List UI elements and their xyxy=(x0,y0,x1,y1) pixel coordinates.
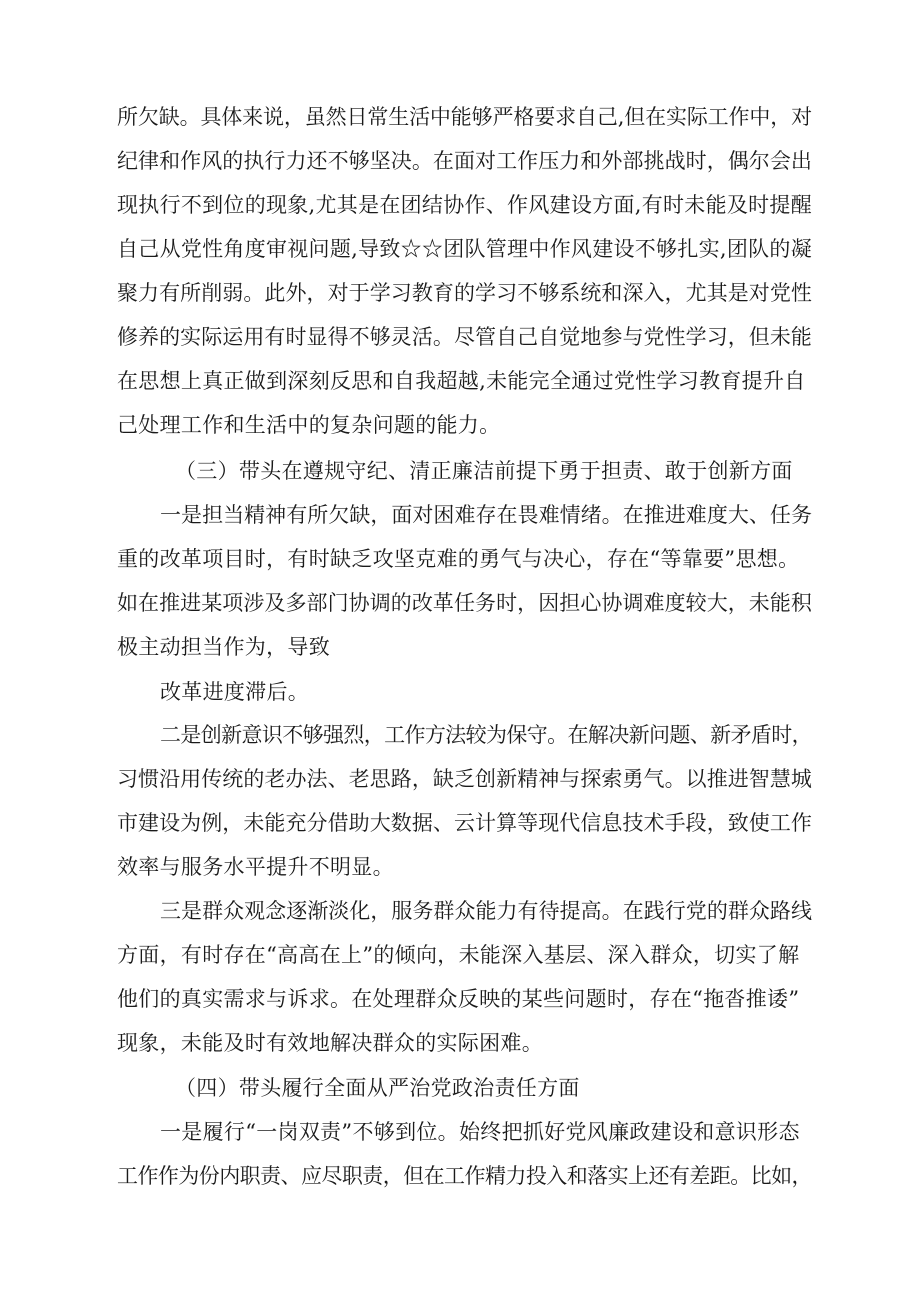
paragraph-line: 所欠缺。具体来说，虽然日常生活中能够严格要求自己,但在实际工作中，对 xyxy=(117,105,812,129)
paragraph-line: 改革进度滞后。 xyxy=(160,680,310,704)
paragraph-line: 纪律和作风的执行力还不够坚决。在面对工作压力和外部挑战时，偶尔会出 xyxy=(117,149,812,173)
paragraph-line: 聚力有所削弱。此外，对于学习教育的学习不够系统和深入，尤其是对党性 xyxy=(117,281,812,305)
paragraph-line: 己处理工作和生活中的复杂问题的能力。 xyxy=(117,413,501,437)
paragraph-line: 习惯沿用传统的老办法、老思路，缺乏创新精神与探索勇气。以推进智慧城 xyxy=(117,767,812,791)
paragraph-line: 三是群众观念逐渐淡化，服务群众能力有待提高。在践行党的群众路线 xyxy=(160,899,812,923)
paragraph-line: 在思想上真正做到深刻反思和自我超越,未能完全通过党性学习教育提升自 xyxy=(117,369,806,393)
paragraph-line: 二是创新意识不够强烈，工作方法较为保守。在解决新问题、新矛盾时， xyxy=(160,723,812,747)
paragraph-line: 效率与服务水平提升不明显。 xyxy=(117,855,394,879)
paragraph-line: 重的改革项目时，有时缺乏攻坚克难的勇气与决心，存在“等靠要”思想。 xyxy=(117,547,800,571)
section-heading: （四）带头履行全面从严治党政治责任方面 xyxy=(175,1076,580,1100)
paragraph-line: 他们的真实需求与诉求。在处理群众反映的某些问题时，存在“拖沓推诿” xyxy=(117,987,800,1011)
paragraph-line: 自己从党性角度审视问题,导致☆☆团队管理中作风建设不够扎实,团队的凝 xyxy=(117,237,812,261)
paragraph-line: 一是履行“一岗双责”不够到位。始终把抓好党风廉政建设和意识形态 xyxy=(160,1120,800,1144)
paragraph-line: 现象，未能及时有效地解决群众的实际困难。 xyxy=(117,1031,543,1055)
paragraph-line: 工作作为份内职责、应尽职责，但在工作精力投入和落实上还有差距。比如， xyxy=(117,1164,812,1188)
paragraph-line: 如在推进某项涉及多部门协调的改革任务时，因担心协调难度较大，未能积 xyxy=(117,591,812,615)
paragraph-line: 市建设为例，未能充分借助大数据、云计算等现代信息技术手段，致使工作 xyxy=(117,811,812,835)
paragraph-line: 一是担当精神有所欠缺，面对困难存在畏难情绪。在推进难度大、任务 xyxy=(160,503,812,527)
paragraph-line: 方面，有时存在“高高在上”的倾向，未能深入基层、深入群众，切实了解 xyxy=(117,943,800,967)
paragraph-line: 修养的实际运用有时显得不够灵活。尽管自己自觉地参与党性学习，但未能 xyxy=(117,325,812,349)
paragraph-line: 现执行不到位的现象,尤其是在团结协作、作风建设方面,有时未能及时提醒 xyxy=(117,193,812,217)
section-heading: （三）带头在遵规守纪、清正廉洁前提下勇于担责、敢于创新方面 xyxy=(175,459,793,483)
paragraph-line: 极主动担当作为，导致 xyxy=(117,635,330,659)
